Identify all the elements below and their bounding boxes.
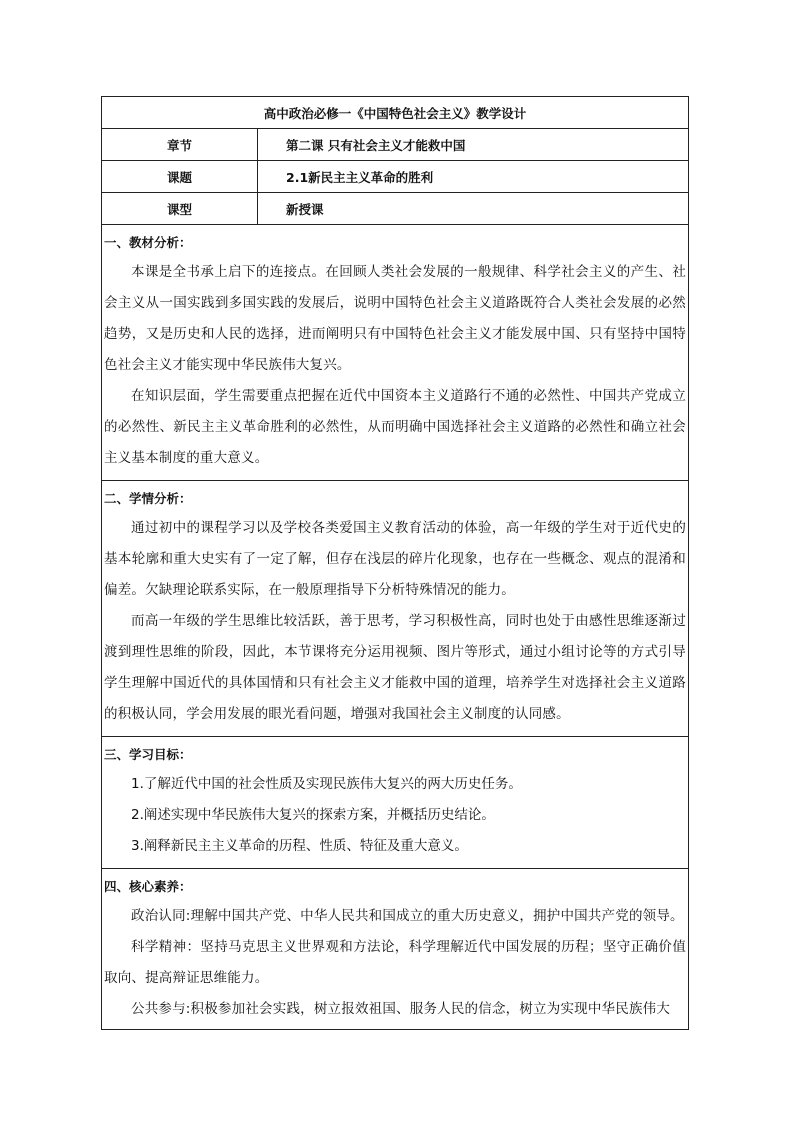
lesson-plan-table xyxy=(101,96,689,1030)
document-title: 高中政治必修一《中国特色社会主义》教学设计 xyxy=(102,97,689,129)
info-row-lesson-type xyxy=(102,193,689,225)
section-students-heading: 二、学情分析： xyxy=(104,491,192,506)
section-materials-row xyxy=(102,225,689,481)
literacy-paragraph-public: 公共参与:积极参加社会实践，树立报效祖国、服务人民的信念，树立为实现中华民族伟大 xyxy=(131,1001,671,1017)
section-students xyxy=(102,481,689,737)
materials-paragraph-1: 本课是全书承上启下的连接点。在回顾人类社会发展的一般规律、科学社会主义的产生、社会主义从一国实践到多国实践的发展后，说明中国特色社会主义道路既符合人类社会发展的必然趋势，又是历史和人民的选择，进而阐明只有中国特色社会主义才能发展中国、只有坚持中国特色社会主义才能实现中华民族伟大复兴。 xyxy=(104,264,687,373)
students-paragraph-1: 通过初中的课程学习以及学校各类爱国主义教育活动的体验，高一年级的学生对于近代史的基本轮廓和重大史实有了一定了解，但存在浅层的碎片化现象，也存在一些概念、观点的混淆和偏差。欠缺理论联系实际，在一般原理指导下分析特殊情况的能力。 xyxy=(104,520,687,598)
objective-item-3: 3.阐释新民主主义革命的历程、性质、特征及重大意义。 xyxy=(131,838,468,854)
info-row-chapter xyxy=(102,129,689,161)
literacy-paragraph-political: 政治认同:理解中国共产党、中华人民共和国成立的重大历史意义，拥护中国共产党的领导。 xyxy=(131,908,684,924)
section-objectives-heading: 三、学习目标： xyxy=(104,747,192,762)
materials-paragraph-2: 在知识层面，学生需要重点把握在近代中国资本主义道路行不通的必然性、中国共产党成立的必然性、新民主主义革命胜利的必然性，从而明确中国选择社会主义道路的必然性和确立社会主义基本制度的重大意义。 xyxy=(104,388,687,466)
section-literacy xyxy=(102,869,689,1030)
section-students-row xyxy=(102,481,689,737)
chapter-label: 章节 xyxy=(102,129,258,161)
section-literacy-row xyxy=(102,869,689,1030)
topic-value: 2.1新民主主义革命的胜利 xyxy=(258,161,689,193)
title-row xyxy=(102,97,689,129)
objective-item-2: 2.阐述实现中华民族伟大复兴的探索方案，并概括历史结论。 xyxy=(131,807,495,823)
section-literacy-heading: 四、核心素养： xyxy=(104,879,192,894)
info-row-topic xyxy=(102,161,689,193)
students-paragraph-2: 而高一年级的学生思维比较活跃，善于思考，学习积极性高，同时也处于由感性思维逐渐过渡到理性思维的阶段，因此，本节课将充分运用视频、图片等形式，通过小组讨论等的方式引导学生理解中国近代的具体国情和只有社会主义才能救中国的道理，培养学生对选择社会主义道路的积极认同，学会用发展的眼光看问题，增强对我国社会主义制度的认同感。 xyxy=(104,613,687,722)
chapter-value: 第二课 只有社会主义才能救中国 xyxy=(258,129,689,161)
lesson-type-value: 新授课 xyxy=(258,193,689,225)
literacy-paragraph-science: 科学精神：坚持马克思主义世界观和方法论，科学理解近代中国发展的历程；坚守正确价值取向、提高辩证思维能力。 xyxy=(104,939,687,986)
section-objectives xyxy=(102,737,689,869)
section-materials xyxy=(102,225,689,481)
section-materials-heading: 一、教材分析： xyxy=(104,235,192,250)
lesson-type-label: 课型 xyxy=(102,193,258,225)
objective-item-1: 1.了解近代中国的社会性质及实现民族伟大复兴的两大历史任务。 xyxy=(131,776,522,792)
section-objectives-row xyxy=(102,737,689,869)
topic-label: 课题 xyxy=(102,161,258,193)
